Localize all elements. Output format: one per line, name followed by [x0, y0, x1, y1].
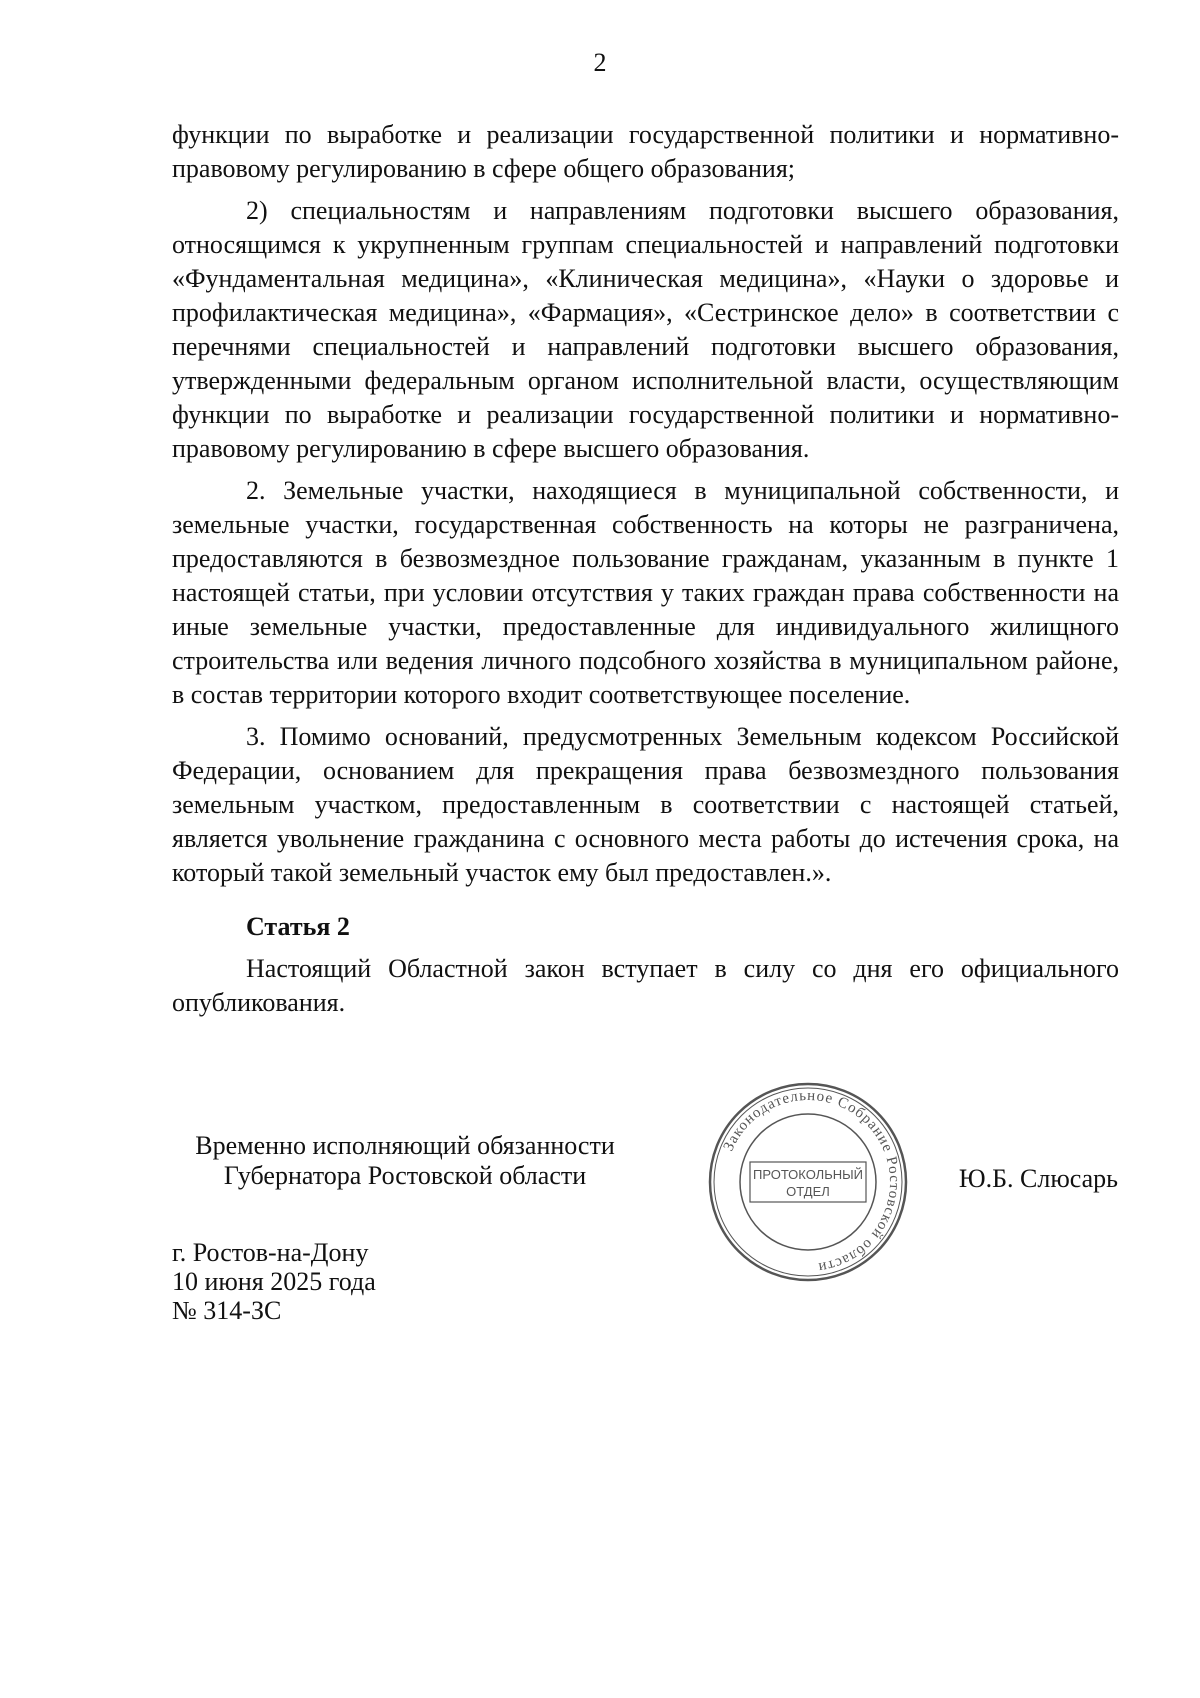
date: 10 июня 2025 года	[172, 1267, 376, 1296]
article-text: Настоящий Областной закон вступает в силу со дня его официального опубликования.	[172, 954, 1119, 1017]
paragraph-clause-2: 2. Земельные участки, находящиеся в муниципальной собственности, и земельные участки, государственная собственность на которы не разграничена, предоставляются в безвозмездное пользование гражданам, указанным в пункте 1 настоящей статьи, при условии отсутствия у таких граждан права собственности на иные земельные участки, предоставленные для индивидуального жилищного строительства или ведения личного подсобного хозяйства в муниципальном районе, в состав территории которого входит соответствующее поселение.	[172, 476, 1119, 709]
article-heading: Статья 2	[246, 912, 350, 941]
official-seal-stamp	[706, 1080, 910, 1284]
paragraph-continuation: функции по выработке и реализации государственной политики и нормативно-правовому регулированию в сфере общего образования;	[172, 120, 1119, 183]
stamp-inner-line2: ОТДЕЛ	[786, 1184, 830, 1199]
place-date-block	[172, 1238, 376, 1325]
law-number: № 314-ЗС	[172, 1296, 282, 1325]
stamp-ring-text: Законодательное Собрание Ростовской области	[720, 1087, 903, 1276]
signatory-position-line2: Губернатора Ростовской области	[223, 1161, 587, 1190]
signatory-position-line1: Временно исполняющий обязанности	[195, 1131, 615, 1160]
document-body	[172, 118, 1119, 1028]
place: г. Ростов-на-Дону	[172, 1238, 369, 1267]
paragraph-clause-3: 3. Помимо оснований, предусмотренных Земельным кодексом Российской Федерации, основанием для прекращения права безвозмездного пользования земельным участком, предоставленным в соответствии с настоящей статьей, является увольнение гражданина с основного места работы до истечения срока, на который такой земельный участок ему был предоставлен.».	[172, 722, 1119, 887]
page-number: 2	[593, 48, 607, 77]
signatory-name: Ю.Б. Слюсарь	[958, 1164, 1118, 1193]
paragraph-item-2: 2) специальностям и направлениям подготовки высшего образования, относящимся к укрупненным группам специальностей и направлений подготовки «Фундаментальная медицина», «Клиническая медицина», «Науки о здоровье и профилактическая медицина», «Фармация», «Сестринское дело» в соответствии с перечнями специальностей и направлений подготовки высшего образования, утвержденными федеральным органом исполнительной власти, осуществляющим функции по выработке и реализации государственной политики и нормативно-правовому регулированию в сфере высшего образования.	[172, 196, 1119, 463]
stamp-inner-line1: ПРОТОКОЛЬНЫЙ	[752, 1167, 864, 1182]
signatory-position	[160, 1131, 650, 1191]
